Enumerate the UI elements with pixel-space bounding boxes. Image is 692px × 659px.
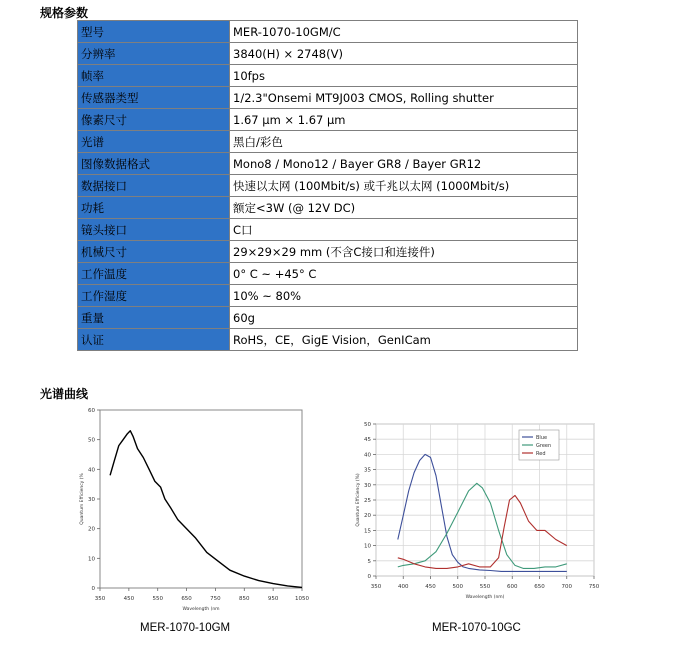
spec-key: 传感器类型	[78, 87, 230, 109]
x-tick-label: 750	[588, 584, 600, 590]
spec-row	[78, 219, 578, 241]
color-qe-chart-svg	[355, 418, 605, 604]
y-axis-label: Quantum Efficiency (%	[80, 473, 85, 525]
x-tick-label: 750	[210, 596, 221, 602]
spec-value: 1.67 μm × 1.67 μm	[230, 109, 578, 131]
spec-key: 数据接口	[78, 175, 230, 197]
spec-key: 认证	[78, 329, 230, 351]
spec-key: 光谱	[78, 131, 230, 153]
x-tick-label: 850	[239, 596, 250, 602]
spec-key: 图像数据格式	[78, 153, 230, 175]
y-tick-label: 10	[88, 556, 95, 563]
spec-key: 型号	[78, 21, 230, 43]
spec-row	[78, 131, 578, 153]
spec-key: 像素尺寸	[78, 109, 230, 131]
color-qe-chart	[355, 418, 605, 604]
spec-row	[78, 87, 578, 109]
spec-key: 重量	[78, 307, 230, 329]
spec-row	[78, 197, 578, 219]
x-axis-label: Wavelength (nm	[182, 607, 220, 612]
spec-key: 镜头接口	[78, 219, 230, 241]
x-tick-label: 350	[94, 596, 106, 602]
spec-value: 黑白/彩色	[230, 131, 578, 153]
y-tick-label: 50	[364, 422, 371, 428]
spec-value: 3840(H) × 2748(V)	[230, 43, 578, 65]
spec-value: 29×29×29 mm (不含C接口和连接件)	[230, 241, 578, 263]
spec-row	[78, 109, 578, 131]
y-tick-label: 30	[88, 497, 95, 503]
mono-qe-chart	[78, 406, 310, 614]
spec-value: RoHS，CE，GigE Vision，GenICam	[230, 329, 578, 351]
mono-chart-caption: MER-1070-10GM	[140, 622, 231, 634]
spec-section-title: 规格参数	[40, 6, 89, 20]
spec-value: 快速以太网 (100Mbit/s) 或千兆以太网 (1000Mbit/s)	[230, 175, 578, 197]
y-tick-label: 45	[364, 437, 371, 444]
spec-table	[77, 20, 578, 351]
spec-key: 工作湿度	[78, 285, 230, 307]
spec-value: C口	[230, 219, 578, 241]
x-tick-label: 950	[267, 596, 279, 602]
spec-value: 10% ~ 80%	[230, 285, 578, 307]
y-tick-label: 15	[364, 528, 371, 535]
color-chart-caption: MER-1070-10GC	[432, 622, 521, 634]
y-tick-label: 5	[367, 558, 371, 565]
y-tick-label: 25	[364, 498, 371, 504]
spec-value: 0° C ~ +45° C	[230, 263, 578, 285]
spec-key: 工作温度	[78, 263, 230, 285]
x-tick-label: 550	[152, 596, 163, 602]
y-tick-label: 20	[364, 513, 371, 520]
x-tick-label: 1050	[295, 596, 309, 602]
spec-value: 额定<3W (@ 12V DC)	[230, 197, 578, 219]
spec-row	[78, 241, 578, 263]
x-tick-label: 650	[181, 596, 192, 602]
spec-row	[78, 263, 578, 285]
spec-row	[78, 65, 578, 87]
x-tick-label: 350	[370, 584, 382, 590]
y-tick-label: 40	[88, 467, 95, 474]
spec-value: 60g	[230, 307, 578, 329]
curve-section-title: 光谱曲线	[40, 387, 89, 401]
mono-qe-chart-svg	[78, 406, 310, 614]
spec-row	[78, 285, 578, 307]
spec-row	[78, 307, 578, 329]
spec-row	[78, 43, 578, 65]
spec-value: MER-1070-10GM/C	[230, 21, 578, 43]
x-tick-label: 550	[479, 584, 491, 590]
legend-label-blue: Blue	[536, 435, 548, 441]
y-tick-label: 60	[88, 408, 95, 414]
spec-key: 分辨率	[78, 43, 230, 65]
spec-key: 机械尺寸	[78, 241, 230, 263]
spec-table-body	[78, 21, 578, 351]
y-tick-label: 0	[91, 586, 95, 592]
y-tick-label: 30	[364, 482, 371, 489]
spec-row	[78, 329, 578, 351]
spec-value: 1/2.3"Onsemi MT9J003 CMOS, Rolling shutter	[230, 87, 578, 109]
x-tick-label: 400	[398, 584, 409, 590]
x-tick-label: 650	[534, 584, 545, 590]
spec-key: 帧率	[78, 65, 230, 87]
y-tick-label: 40	[364, 452, 371, 459]
y-tick-label: 20	[88, 526, 95, 533]
x-axis-label: Wavelength (nm)	[465, 595, 505, 600]
legend-label-green: Green	[536, 443, 552, 449]
y-axis-label: Quantum Efficiency (%)	[356, 473, 361, 527]
y-tick-label: 35	[364, 467, 371, 474]
x-tick-label: 700	[561, 584, 572, 590]
legend-label-red: Red	[536, 451, 546, 457]
x-tick-label: 450	[123, 596, 135, 602]
y-tick-label: 10	[364, 543, 371, 550]
x-tick-label: 500	[452, 584, 463, 590]
spec-value: Mono8 / Mono12 / Bayer GR8 / Bayer GR12	[230, 153, 578, 175]
spec-row	[78, 153, 578, 175]
spec-key: 功耗	[78, 197, 230, 219]
plot-frame	[100, 410, 302, 588]
x-tick-label: 450	[425, 584, 436, 590]
y-tick-label: 0	[367, 574, 371, 580]
spec-row	[78, 21, 578, 43]
spec-row	[78, 175, 578, 197]
spec-value: 10fps	[230, 65, 578, 87]
y-tick-label: 50	[88, 437, 95, 444]
x-tick-label: 600	[507, 584, 518, 590]
